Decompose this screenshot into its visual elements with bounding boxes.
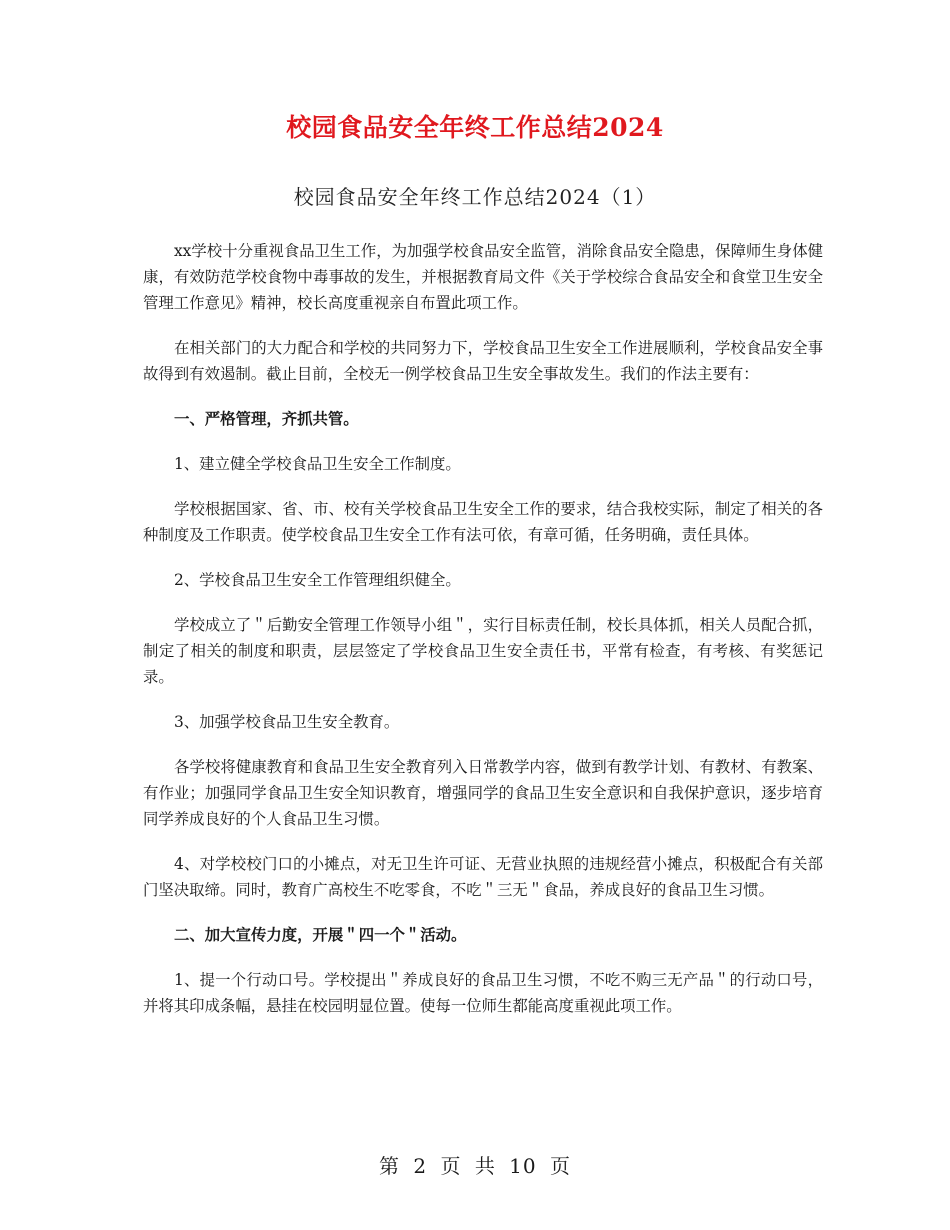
paragraph-progress: 在相关部门的大力配合和学校的共同努力下，学校食品卫生安全工作进展顺利，学校食品安全事故得到有效遏制。截止目前，全校无一例学校食品卫生安全事故发生。我们的作法主要有： [143, 339, 823, 383]
paragraph-intro: xx学校十分重视食品卫生工作，为加强学校食品安全监管，消除食品安全隐患，保障师生身体健康，有效防范学校食物中毒事故的发生，并根据教育局文件《关于学校综合食品安全和食堂卫生安全管理工作意见》精神，校长高度重视亲自布置此项工作。 [143, 242, 823, 312]
paragraph-street-vendors: 4、对学校校门口的小摊点，对无卫生许可证、无营业执照的违规经营小摊点，积极配合有关部门坚决取缔。同时，教育广高校生不吃零食，不吃＂三无＂食品，养成良好的食品卫生习惯。 [143, 855, 823, 899]
footer-ye-end: 页 [549, 1154, 571, 1178]
footer-gong: 共 [474, 1154, 496, 1178]
footer-page-current: 2 [413, 1154, 428, 1178]
paragraph-organization: 学校成立了＂后勤安全管理工作领导小组＂，实行目标责任制，校长具体抓，相关人员配合抓，制定了相关的制度和职责，层层签定了学校食品卫生安全责任书，平常有检查，有考核、有奖惩记录。 [143, 616, 823, 686]
item-heading-2: 2、学校食品卫生安全工作管理组织健全。 [174, 571, 461, 589]
page-footer [0, 1150, 950, 1179]
document-body [143, 238, 823, 1038]
footer-ye: 页 [440, 1154, 462, 1178]
section-subtitle: 校园食品安全年终工作总结2024（1） [293, 185, 657, 209]
footer-page-total: 10 [509, 1154, 537, 1178]
paragraph-slogan: 1、提一个行动口号。学校提出＂养成良好的食品卫生习惯，不吃不购三无产品＂的行动口号，并将其印成条幅，悬挂在校园明显位置。使每一位师生都能高度重视此项工作。 [143, 971, 823, 1015]
heading-publicity: 二、加大宣传力度，开展＂四一个＂活动。 [174, 926, 467, 944]
item-heading-3: 3、加强学校食品卫生安全教育。 [174, 713, 400, 731]
heading-strict-management: 一、严格管理，齐抓共管。 [174, 410, 359, 428]
item-heading-1: 1、建立健全学校食品卫生安全工作制度。 [174, 455, 461, 473]
footer-di: 第 [379, 1154, 400, 1178]
paragraph-education: 各学校将健康教育和食品卫生安全教育列入日常教学内容，做到有教学计划、有教材、有教案、有作业；加强同学食品卫生安全知识教育，增强同学的食品卫生安全意识和自我保护意识，逐步培育同学养成良好的个人食品卫生习惯。 [143, 758, 823, 828]
document-title: 校园食品安全年终工作总结2024 [286, 113, 664, 142]
paragraph-regulations: 学校根据国家、省、市、校有关学校食品卫生安全工作的要求，结合我校实际，制定了相关的各种制度及工作职责。使学校食品卫生安全工作有法可依，有章可循，任务明确，责任具体。 [143, 500, 823, 544]
